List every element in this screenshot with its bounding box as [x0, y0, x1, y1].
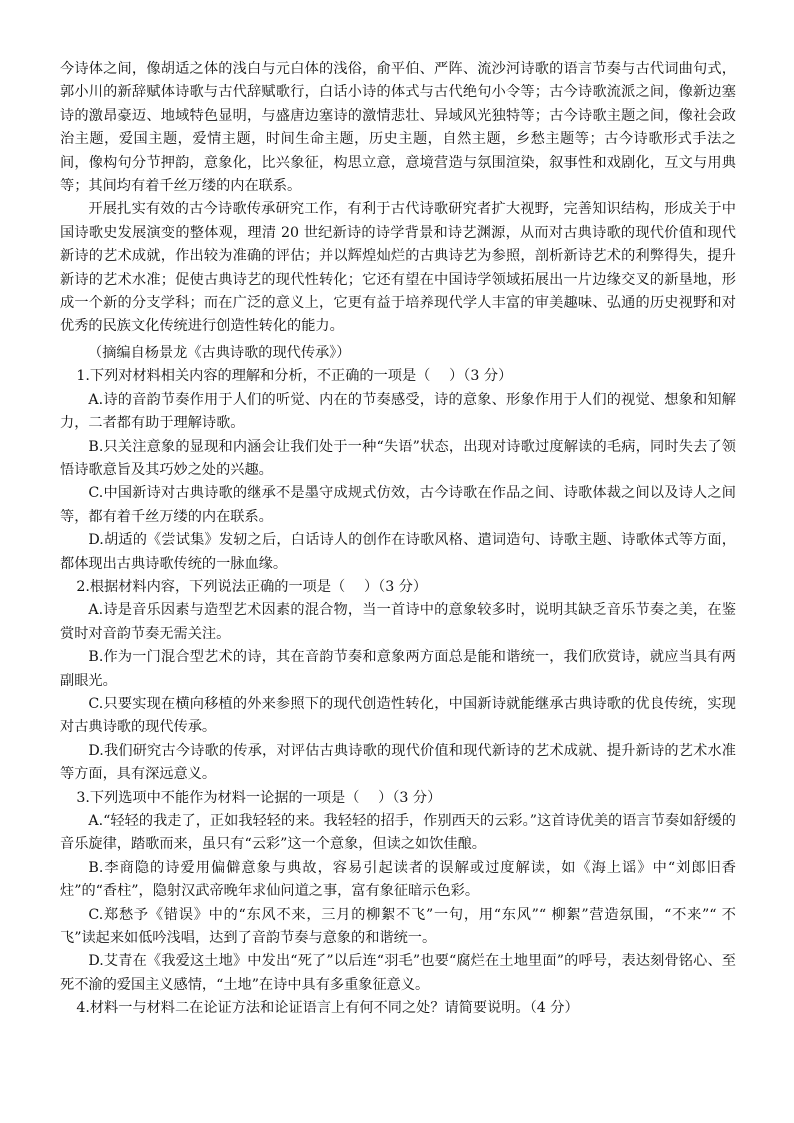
question-1-stem: 1.下列对材料相关内容的理解和分析，不正确的一项是（ ）（3 分） [76, 368, 513, 385]
question-1-option-a: A.诗的音韵节奏作用于人们的听觉、内在的节奏感受，诗的意象、形象作用于人们的视觉、想象和知解力，二者都有助于理解诗歌。 [60, 391, 736, 432]
question-3-option-c: C.郑愁予《错误》中的“东风不来，三月的柳絮不飞”一句，用“东风”“ 柳絮”营造氛围，“不来”“ 不飞”读起来如低吟浅唱，达到了音韵节奏与意象的和谐统一。 [60, 906, 736, 947]
material-paragraph-2: 开展扎实有效的古今诗歌传承研究工作，有利于古代诗歌研究者扩大视野，完善知识结构，形成关于中国诗歌史发展演变的整体观，理清 20 世纪新诗的诗学背景和诗艺渊源，从而对古典诗歌的现代价值和现代新诗的艺术成就，作出较为准确的评估；并以辉煌灿烂的古典诗艺为参照，剖析新诗艺术的利弊得失，提升新诗的艺术水准；促使古典诗艺的现代性转化；它还有望在中国诗学领域拓展出一片边缘交叉的新垦地，形成一个新的分支学科；而在广泛的意义上，它更有益于培养现代学人丰富的审美趣味、弘通的历史视野和对优秀的民族文化传统进行创造性转化的能力。 [60, 201, 736, 335]
question-3-stem: 3.下列选项中不能作为材料一论据的一项是（ ）（3 分） [76, 789, 442, 806]
question-3-option-a: A.“轻轻的我走了，正如我轻轻的来。我轻轻的招手，作别西天的云彩。”这首诗优美的语言节奏如舒缓的音乐旋律，踏歌而来，虽只有“云彩”这一个意象，但读之如饮佳酿。 [60, 813, 736, 853]
question-3-option-b: B.李商隐的诗爱用偏僻意象与典故，容易引起读者的误解或过度解读，如《海上谣》中“刘郎旧香炷”的“香柱”，隐射汉武帝晚年求仙问道之事，富有象征暗示色彩。 [60, 859, 736, 900]
question-4-stem: 4.材料一与材料二在论证方法和论证语言上有何不同之处？请简要说明。（4 分） [76, 1000, 579, 1017]
material-source: （摘编自杨景龙《古典诗歌的现代传承》） [88, 344, 351, 361]
question-1-option-d: D.胡适的《尝试集》发轫之后，白话诗人的创作在诗歌风格、遣词造句、诗歌主题、诗歌体式等方面，都体现出古典诗歌传统的一脉血缘。 [60, 532, 736, 572]
material-paragraph-1: 今诗体之间，像胡适之体的浅白与元白体的浅俗，俞平伯、严阵、流沙河诗歌的语言节奏与古代词曲句式，郭小川的新辞赋体诗歌与古代辞赋歌行，白话小诗的体式与古代绝句小令等；古今诗歌流派之间，像新边塞诗的激昂豪迈、地域特色显明，与盛唐边塞诗的激情悲壮、异域风光独特等；古今诗歌主题之间，像社会政治主题，爱国主题，爱情主题，时间生命主题，历史主题，自然主题，乡愁主题等；古今诗歌形式手法之间，像构句分节押韵，意象化，比兴象征，构思立意，意境营造与氛围渲染，叙事性和戏剧化，互文与用典等；其间均有着千丝万缕的内在联系。 [60, 61, 736, 195]
question-2-option-b: B.作为一门混合型艺术的诗，其在音韵节奏和意象两方面总是能和谐统一，我们欣赏诗，就应当具有两副眼光。 [60, 649, 736, 689]
question-3-option-d: D.艾青在《我爱这土地》中发出“死了”以后连“羽毛”也要“腐烂在土地里面”的呼号，表达刻骨铭心、至死不渝的爱国主义感情，“土地”在诗中具有多重象征意义。 [60, 953, 736, 993]
question-1-option-c: C.中国新诗对古典诗歌的继承不是墨守成规式仿效，古今诗歌在作品之间、诗歌体裁之间以及诗人之间等，都有着千丝万缕的内在联系。 [60, 485, 736, 525]
question-2-option-d: D.我们研究古今诗歌的传承，对评估古典诗歌的现代价值和现代新诗的艺术成就、提升新诗的艺术水准等方面，具有深远意义。 [60, 742, 736, 783]
question-2-option-a: A.诗是音乐因素与造型艺术因素的混合物，当一首诗中的意象较多时，说明其缺乏音乐节奏之美，在鉴赏时对音韵节奏无需关注。 [60, 602, 736, 642]
question-2-stem: 2.根据材料内容，下列说法正确的一项是（ ）（3 分） [76, 578, 428, 595]
question-1-option-b: B.只关注意象的显现和内涵会让我们处于一种“失语”状态，出现对诗歌过度解读的毛病，同时失去了领悟诗歌意旨及其巧妙之处的兴趣。 [60, 438, 736, 478]
question-2-option-c: C.只要实现在横向移植的外来参照下的现代创造性转化，中国新诗就能继承古典诗歌的优良传统，实现对古典诗歌的现代传承。 [60, 695, 736, 736]
